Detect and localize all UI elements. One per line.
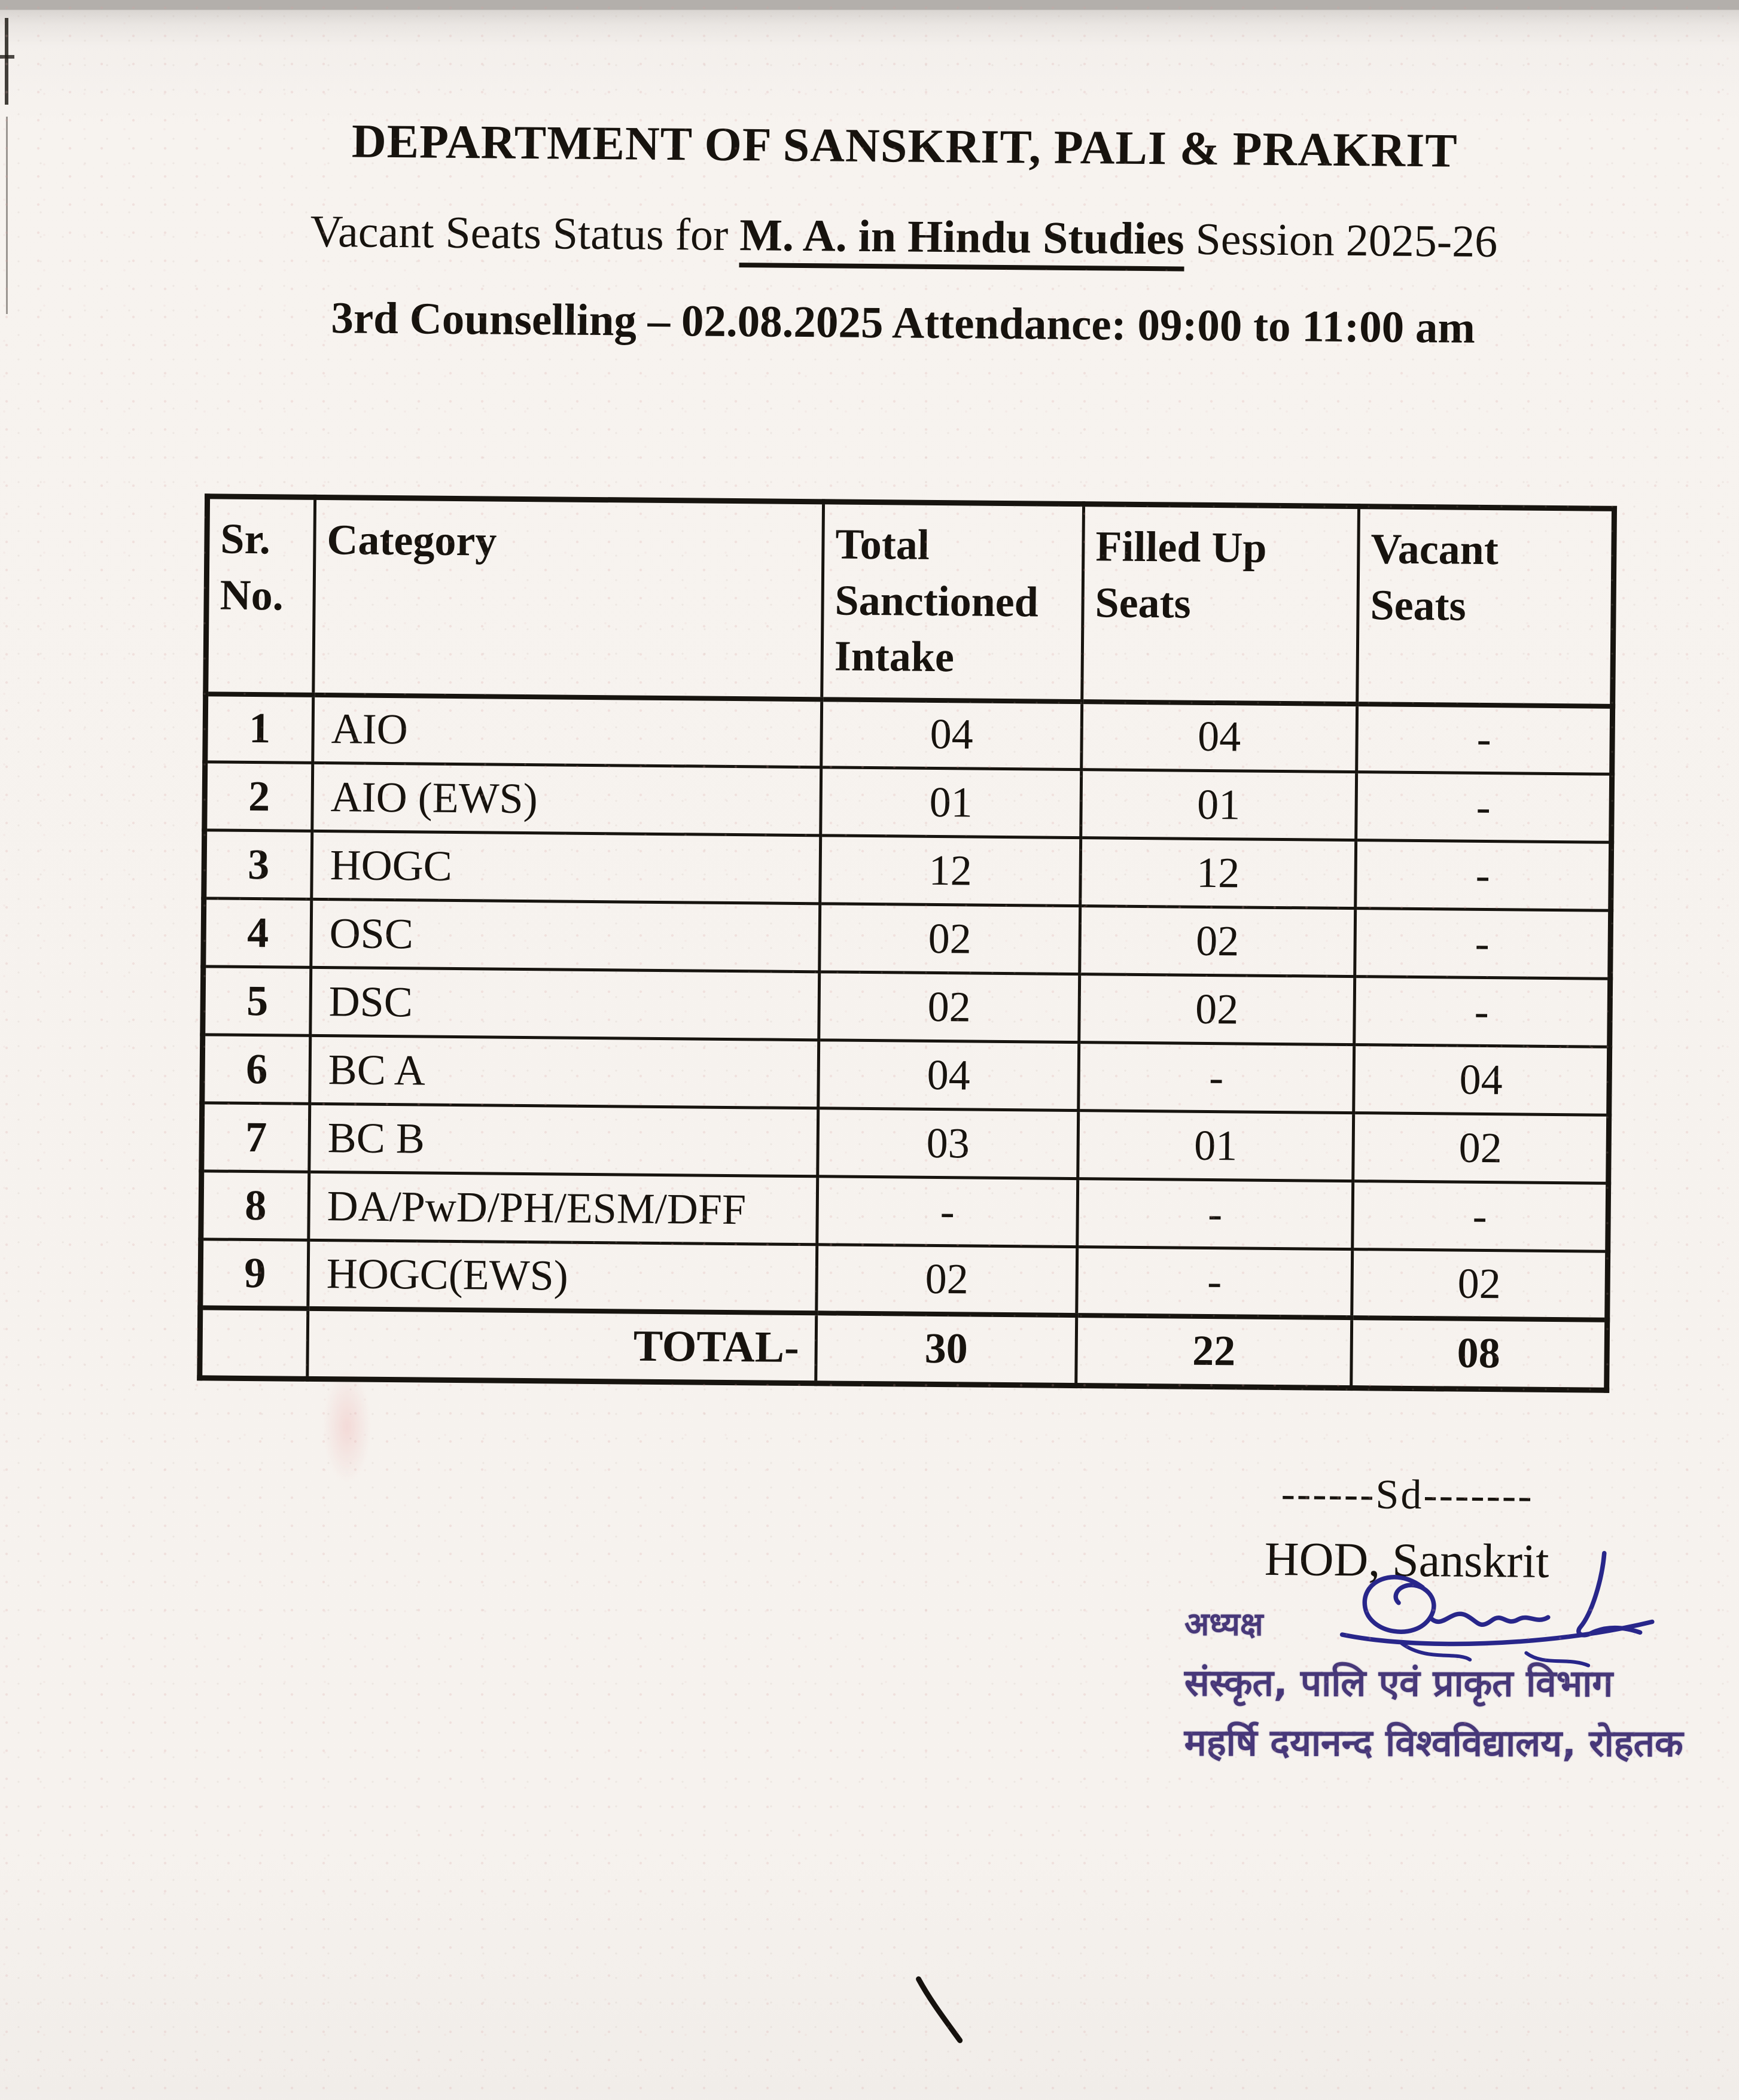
- table-row: [203, 967, 1610, 1047]
- cell-category: BC B: [309, 1104, 818, 1176]
- designation-line: HOD, Sanskrit: [1264, 1532, 1549, 1588]
- cell-filled: 02: [1080, 906, 1356, 977]
- cell-sr: 6: [202, 1035, 310, 1104]
- cell-sr-empty: [200, 1307, 308, 1379]
- cell-vacant: -: [1357, 704, 1613, 775]
- table-row: [205, 694, 1613, 775]
- course-name: M. A. in Hindu Studies: [739, 210, 1184, 271]
- handwritten-signature: [1331, 1540, 1667, 1699]
- cell-vacant: -: [1355, 909, 1611, 979]
- subtitle-prefix: Vacant Seats Status for: [310, 206, 740, 261]
- cell-total: 03: [818, 1108, 1079, 1179]
- cell-sr: 1: [205, 694, 313, 763]
- col-header-total-sanctioned-intake: Total Sanctioned Intake: [822, 502, 1084, 702]
- cell-vacant: -: [1354, 977, 1610, 1047]
- sd-signature-line: ------Sd-------: [1281, 1471, 1534, 1519]
- table-row: [205, 762, 1612, 843]
- cell-total: 02: [817, 1245, 1077, 1315]
- stamp-title: अध्यक्ष: [1184, 1605, 1263, 1643]
- cell-total: 02: [819, 972, 1080, 1043]
- cell-sr: 5: [203, 967, 311, 1036]
- cell-filled: 01: [1081, 770, 1357, 840]
- cell-total: 02: [820, 904, 1080, 974]
- stamp-department: संस्कृत, पालि एवं प्राकृत विभाग: [1184, 1660, 1613, 1705]
- cell-category: AIO: [313, 694, 822, 767]
- cell-total: -: [817, 1177, 1078, 1247]
- cell-filled: -: [1077, 1247, 1353, 1318]
- cell-vacant: 02: [1352, 1249, 1608, 1320]
- cell-category: BC A: [310, 1035, 819, 1108]
- cell-category: OSC: [311, 899, 820, 971]
- table-row: [200, 1239, 1608, 1320]
- table-row: [204, 830, 1612, 911]
- cell-filled: 04: [1082, 702, 1357, 772]
- counselling-line: 3rd Counselling – 02.08.2025 Attendance: 09:00 to 11:00 am: [331, 293, 1476, 353]
- cell-filled: 02: [1079, 974, 1355, 1045]
- cell-category: HOGC(EWS): [308, 1240, 817, 1312]
- cell-vacant: -: [1353, 1181, 1609, 1252]
- cell-total-sum: 30: [816, 1313, 1077, 1386]
- cell-category: HOGC: [312, 831, 821, 903]
- document-subtitle: [66, 203, 1739, 270]
- cell-sr: 9: [200, 1239, 309, 1309]
- cell-total: 01: [821, 767, 1082, 838]
- cell-sr: 4: [203, 898, 312, 968]
- col-header-sr-no: Sr. No.: [206, 496, 315, 695]
- cell-filled: -: [1077, 1179, 1353, 1249]
- cell-vacant: -: [1356, 772, 1612, 843]
- subtitle-suffix: Session 2025-26: [1184, 214, 1498, 267]
- table-row: [201, 1171, 1609, 1252]
- cell-sr: 7: [202, 1103, 310, 1172]
- table-header-row: [206, 496, 1615, 706]
- cell-vacant: 02: [1353, 1113, 1609, 1184]
- stamp-university: महर्षि दयानन्द विश्वविद्यालय, रोहतक: [1184, 1720, 1683, 1766]
- pen-stroke-mark: [912, 1976, 967, 2047]
- table-row: [202, 1035, 1610, 1115]
- cell-category: DSC: [310, 967, 820, 1040]
- col-header-filled-up-seats: Filled Up Seats: [1082, 504, 1359, 704]
- vacant-seats-table: [197, 493, 1617, 1393]
- cell-sr: 8: [201, 1171, 309, 1241]
- cell-filled: 01: [1078, 1111, 1354, 1181]
- table-total-row: [200, 1307, 1607, 1391]
- cell-total: 12: [820, 836, 1081, 906]
- cell-vacant-sum: 08: [1351, 1318, 1607, 1391]
- cell-category: DA/PwD/PH/ESM/DFF: [309, 1172, 818, 1244]
- department-title: DEPARTMENT OF SANSKRIT, PALI & PRAKRIT: [351, 115, 1458, 178]
- cell-total: 04: [821, 699, 1082, 770]
- cell-vacant: 04: [1354, 1045, 1610, 1115]
- cell-sr: 3: [204, 830, 312, 900]
- cell-vacant: -: [1356, 840, 1612, 911]
- cell-filled: -: [1079, 1043, 1354, 1113]
- cell-filled: 12: [1080, 838, 1356, 909]
- total-label: TOTAL-: [307, 1308, 817, 1383]
- cell-filled-sum: 22: [1076, 1315, 1352, 1388]
- document-header: [65, 111, 1739, 356]
- col-header-category: Category: [313, 497, 824, 699]
- cell-total: 04: [818, 1040, 1079, 1111]
- col-header-vacant-seats: Vacant Seats: [1357, 507, 1615, 706]
- cell-sr: 2: [205, 762, 313, 831]
- cell-category: AIO (EWS): [312, 763, 821, 835]
- table-row: [203, 898, 1611, 979]
- table-row: [202, 1103, 1609, 1184]
